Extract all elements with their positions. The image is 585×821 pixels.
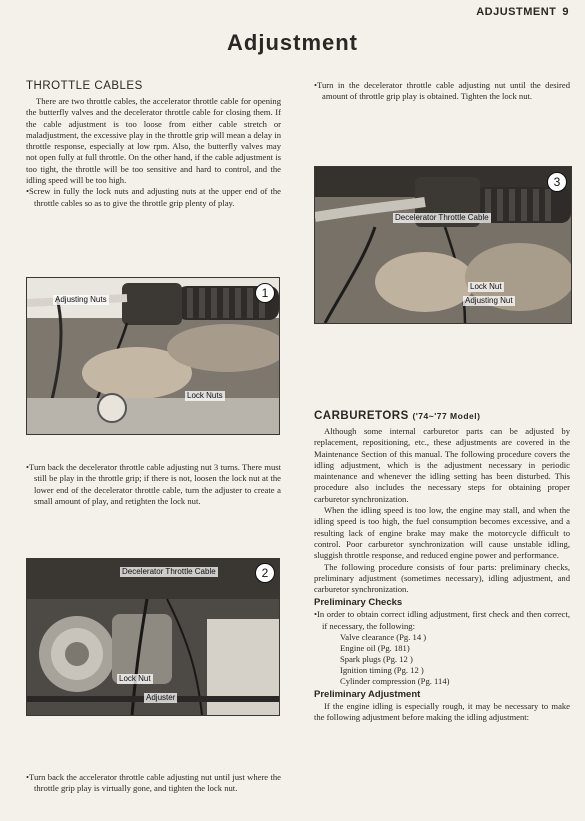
running-header xyxy=(476,6,569,18)
preliminary-checks-heading: Preliminary Checks xyxy=(314,597,403,609)
figure-1-label-adjusting-nuts: Adjusting Nuts xyxy=(55,295,107,304)
throttle-step-1: •Screw in fully the lock nuts and adjusting nuts at the upper end of the throttle cables so as to give the throttle grip plenty of play. xyxy=(26,186,281,208)
page-number: 9 xyxy=(562,6,569,18)
carb-paragraph-1: Although some internal carburetor parts can be adjusted by replacement, repositioning, etc., these adjustments are covered in the Maintenance Section of this manual. The following procedure covers the idling adjustment, which is the adjustment necessary in periodic maintenance and whenever the idling setting has been disturbed. This procedure also includes the necessary steps for obtaining proper carburetor synchronization. xyxy=(314,426,570,504)
list-item: Engine oil (Pg. 181) xyxy=(340,643,410,654)
carb-heading xyxy=(314,410,570,422)
throttle-step-4: •Turn in the decelerator throttle cable adjusting nut until the desired amount of throttle grip play is obtained. Tighten the lock nut. xyxy=(314,80,570,102)
preliminary-checks-text: •In order to obtain correct idling adjustment, first check and then correct, if necessary, the following: xyxy=(314,609,570,631)
figure-2-label-lock-nut: Lock Nut xyxy=(119,674,151,683)
left-column-step3 xyxy=(26,772,281,795)
checks-list xyxy=(314,632,570,687)
right-column-top xyxy=(314,80,570,103)
carb-heading-text: CARBURETORS xyxy=(314,410,409,422)
left-column xyxy=(26,80,281,209)
throttle-step-3: •Turn back the accelerator throttle cable adjusting nut until just where the throttle grip play is virtually gone, and tighten the lock nut. xyxy=(26,772,281,794)
throttle-heading: THROTTLE CABLES xyxy=(26,80,143,92)
figure-1-number: 1 xyxy=(255,283,275,303)
list-item: Cylinder compression (Pg. 114) xyxy=(340,676,450,687)
figure-2-label-decelerator-cable: Decelerator Throttle Cable xyxy=(122,567,216,576)
figure-2-number: 2 xyxy=(255,563,275,583)
figure-3-label-adjusting-nut: Adjusting Nut xyxy=(465,296,513,305)
list-item: Spark plugs (Pg. 12 ) xyxy=(340,654,413,665)
figure-3-label-decelerator-cable: Decelerator Throttle Cable xyxy=(395,213,489,222)
throttle-intro: There are two throttle cables, the accelerator throttle cable for opening the butterfly valves and the decelerator throttle cable for closing them. If the cable adjustment is too loose from either cable stretch or maladjustment, the excessive play in the throttle grip will mean a delay in throttle response, especially at low rpm. Also, the butterfly valves may not open fully at full throttle. On the other hand, if the cable adjustment is too tight, the throttle will be too sensitive and hard to control, and the idling speed will be too high. xyxy=(26,96,281,186)
preliminary-adjustment-heading: Preliminary Adjustment xyxy=(314,689,421,701)
figure-3-label-lock-nut: Lock Nut xyxy=(470,282,502,291)
figure-3-number: 3 xyxy=(547,172,567,192)
carb-paragraph-2: When the idling speed is too low, the engine may stall, and when the idling speed is too high, the fuel consumption becomes excessive, and a resulting lack of engine brake may make the motorcycle difficult to control. Poor carburetor synchronization will cause unstable idling, sluggish throttle response, and reduced engine power and performance. xyxy=(314,505,570,561)
figure-3-photo xyxy=(314,166,572,324)
left-column-step2 xyxy=(26,462,281,507)
preliminary-adjustment-text: If the engine idling is especially rough, it may be necessary to make the following adjustment before making the idling adjustment: xyxy=(314,701,570,723)
section-name: ADJUSTMENT xyxy=(476,6,557,18)
carb-paragraph-3: The following procedure consists of four parts: preliminary checks, preliminary adjustment (sometimes necessary), idling adjustment, and carburetor synchronization. xyxy=(314,561,570,595)
list-item: Valve clearance (Pg. 14 ) xyxy=(340,632,427,643)
figure-1-label-lock-nuts: Lock Nuts xyxy=(187,391,223,400)
right-column-carburetors xyxy=(314,410,570,724)
list-item: Ignition timing (Pg. 12 ) xyxy=(340,665,424,676)
carb-heading-note: ('74~'77 Model) xyxy=(412,411,481,421)
page-title: Adjustment xyxy=(227,30,358,55)
figure-2-label-adjuster: Adjuster xyxy=(146,693,176,702)
throttle-step-2: •Turn back the decelerator throttle cable adjusting nut 3 turns. There must still be play in the throttle grip; if there is not, loosen the lock nut at the lower end of the decelerator throttle cable, turn the adjuster to create a small amount of play, and retighten the lock nut. xyxy=(26,462,281,506)
